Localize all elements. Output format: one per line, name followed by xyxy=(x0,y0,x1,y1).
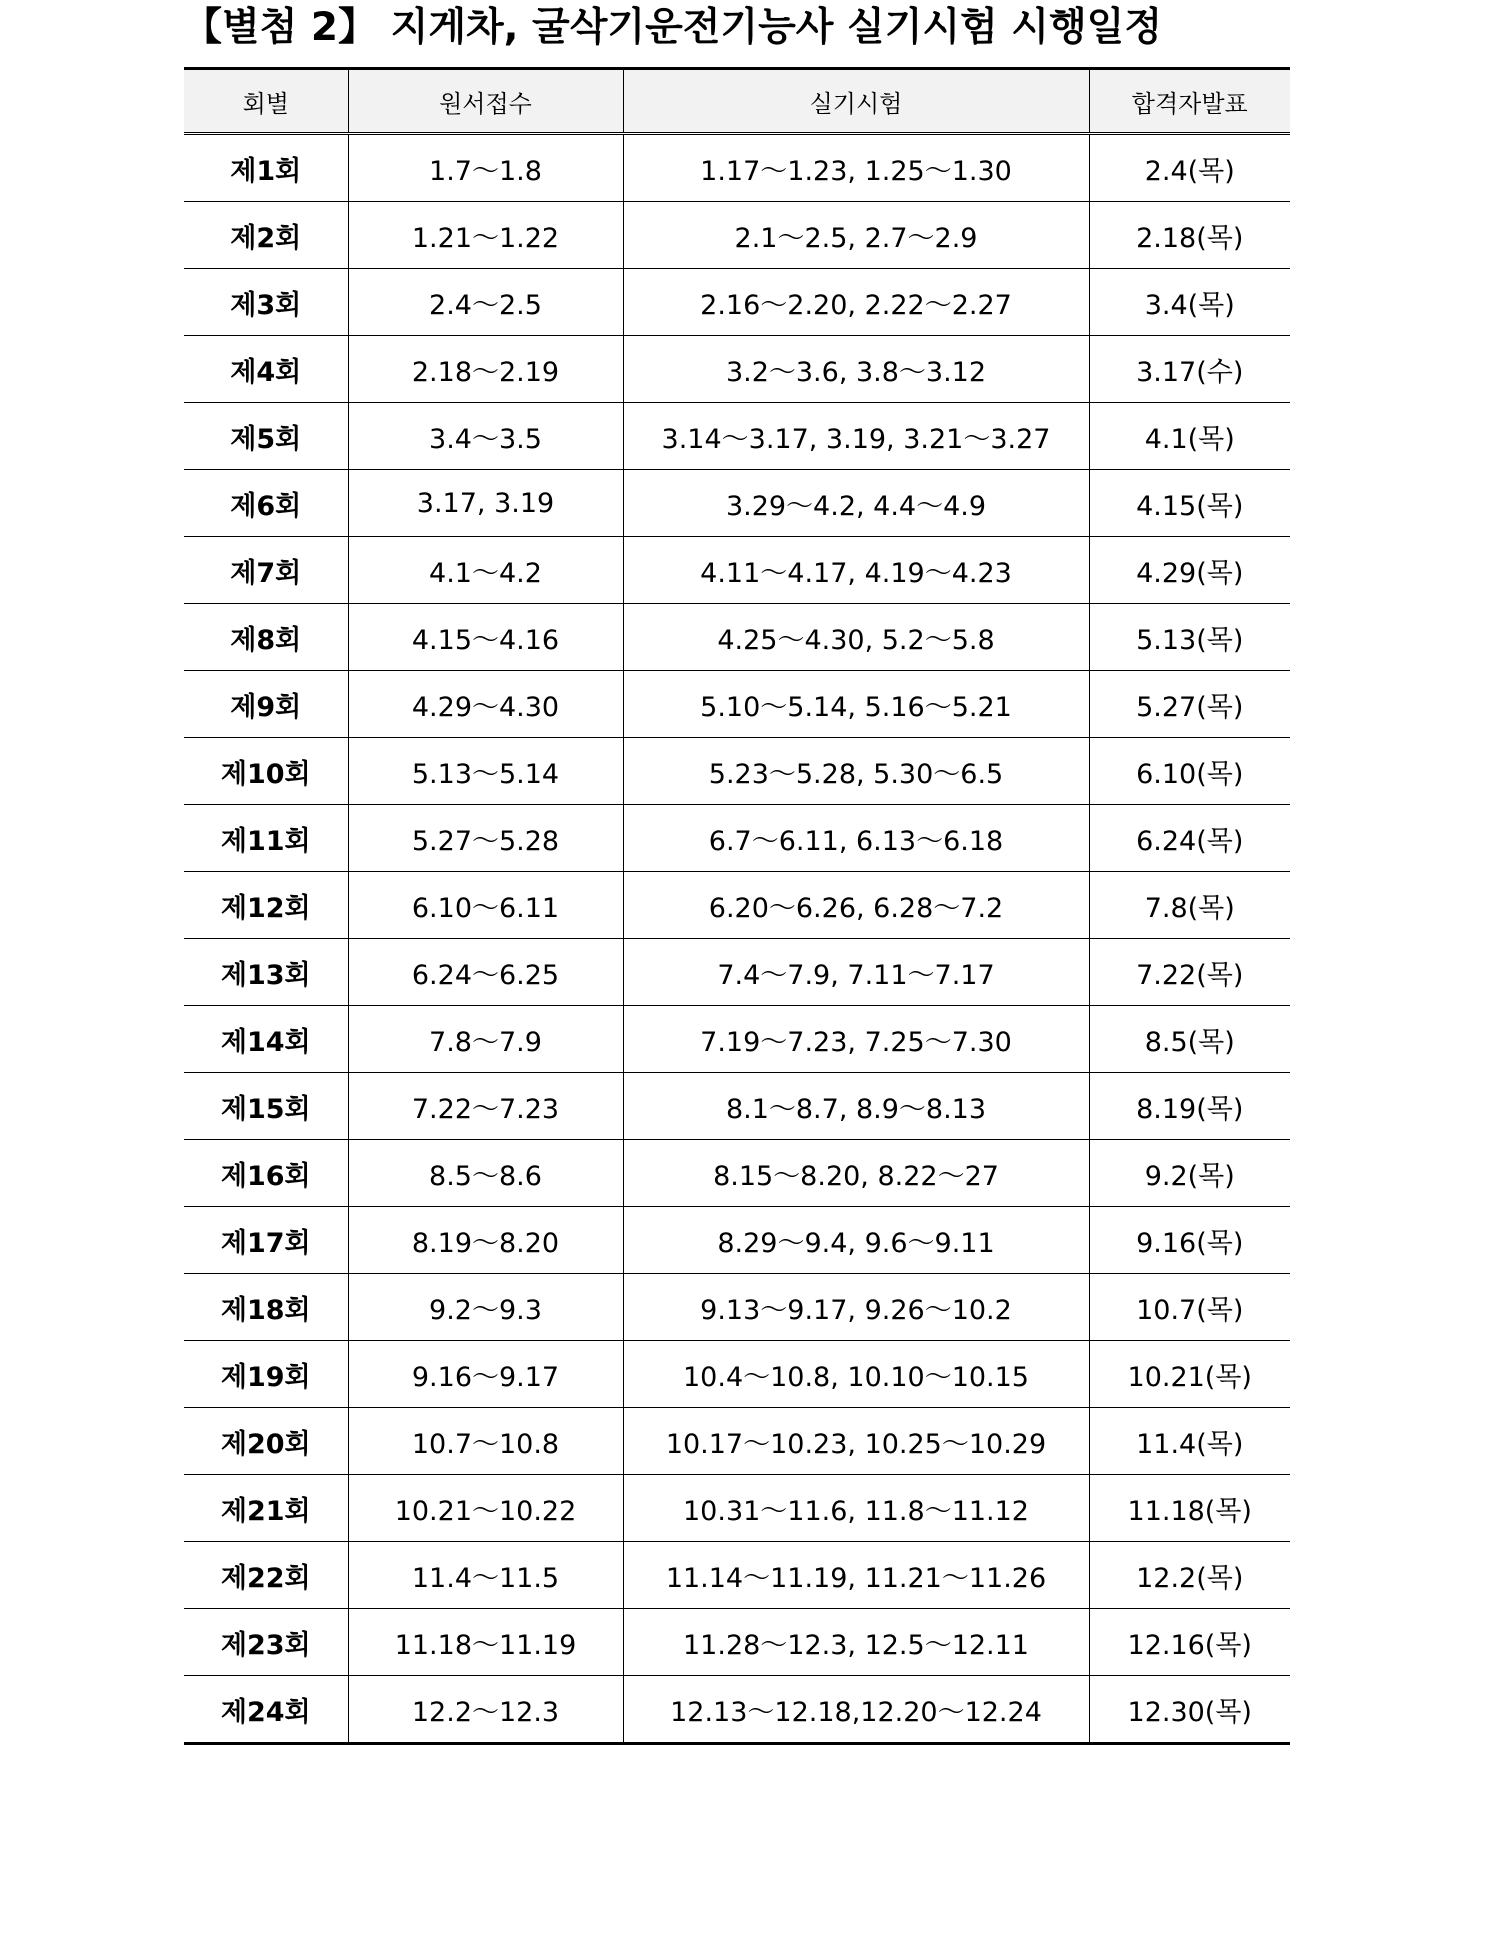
cell-announcement: 12.2(목) xyxy=(1089,1542,1290,1609)
cell-application: 11.4～11.5 xyxy=(348,1542,623,1609)
cell-announcement: 5.13(목) xyxy=(1089,604,1290,671)
cell-application: 2.4～2.5 xyxy=(348,269,623,336)
cell-announcement: 10.7(목) xyxy=(1089,1274,1290,1341)
table-row xyxy=(184,202,1290,269)
table-row xyxy=(184,1609,1290,1676)
cell-announcement: 5.27(목) xyxy=(1089,671,1290,738)
cell-exam: 4.25～4.30, 5.2～5.8 xyxy=(623,604,1089,671)
cell-announcement: 9.2(목) xyxy=(1089,1140,1290,1207)
table-row xyxy=(184,1676,1290,1744)
cell-round: 제22회 xyxy=(184,1542,348,1609)
table-row xyxy=(184,1475,1290,1542)
table-row xyxy=(184,939,1290,1006)
cell-exam: 5.10～5.14, 5.16～5.21 xyxy=(623,671,1089,738)
cell-round: 제23회 xyxy=(184,1609,348,1676)
cell-announcement: 2.18(목) xyxy=(1089,202,1290,269)
cell-exam: 1.17～1.23, 1.25～1.30 xyxy=(623,134,1089,202)
cell-round: 제16회 xyxy=(184,1140,348,1207)
cell-exam: 4.11～4.17, 4.19～4.23 xyxy=(623,537,1089,604)
table-row xyxy=(184,604,1290,671)
cell-application: 5.13～5.14 xyxy=(348,738,623,805)
cell-round: 제13회 xyxy=(184,939,348,1006)
cell-round: 제5회 xyxy=(184,403,348,470)
table-row xyxy=(184,738,1290,805)
cell-exam: 8.29～9.4, 9.6～9.11 xyxy=(623,1207,1089,1274)
cell-announcement: 3.4(목) xyxy=(1089,269,1290,336)
table-row xyxy=(184,1073,1290,1140)
cell-exam: 2.1～2.5, 2.7～2.9 xyxy=(623,202,1089,269)
cell-exam: 8.1～8.7, 8.9～8.13 xyxy=(623,1073,1089,1140)
cell-round: 제8회 xyxy=(184,604,348,671)
cell-exam: 2.16～2.20, 2.22～2.27 xyxy=(623,269,1089,336)
cell-application: 3.4～3.5 xyxy=(348,403,623,470)
cell-exam: 12.13～12.18,12.20～12.24 xyxy=(623,1676,1089,1744)
cell-round: 제6회 xyxy=(184,470,348,537)
cell-round: 제18회 xyxy=(184,1274,348,1341)
cell-round: 제21회 xyxy=(184,1475,348,1542)
cell-exam: 8.15～8.20, 8.22～27 xyxy=(623,1140,1089,1207)
table-row xyxy=(184,1408,1290,1475)
cell-exam: 10.4～10.8, 10.10～10.15 xyxy=(623,1341,1089,1408)
table-header xyxy=(184,69,1290,134)
cell-exam: 7.4～7.9, 7.11～7.17 xyxy=(623,939,1089,1006)
cell-announcement: 4.29(목) xyxy=(1089,537,1290,604)
cell-application: 10.21～10.22 xyxy=(348,1475,623,1542)
cell-exam: 3.2～3.6, 3.8～3.12 xyxy=(623,336,1089,403)
cell-round: 제10회 xyxy=(184,738,348,805)
column-header-exam: 실기시험 xyxy=(623,69,1089,134)
exam-schedule-table xyxy=(184,67,1290,1745)
cell-exam: 10.31～11.6, 11.8～11.12 xyxy=(623,1475,1089,1542)
cell-round: 제9회 xyxy=(184,671,348,738)
cell-announcement: 6.10(목) xyxy=(1089,738,1290,805)
cell-application: 8.19～8.20 xyxy=(348,1207,623,1274)
cell-announcement: 4.15(목) xyxy=(1089,470,1290,537)
cell-announcement: 9.16(목) xyxy=(1089,1207,1290,1274)
cell-round: 제15회 xyxy=(184,1073,348,1140)
cell-exam: 6.20～6.26, 6.28～7.2 xyxy=(623,872,1089,939)
table-row xyxy=(184,805,1290,872)
cell-announcement: 4.1(목) xyxy=(1089,403,1290,470)
column-header-application: 원서접수 xyxy=(348,69,623,134)
table-row xyxy=(184,403,1290,470)
cell-announcement: 2.4(목) xyxy=(1089,134,1290,202)
cell-round: 제19회 xyxy=(184,1341,348,1408)
column-header-announcement: 합격자발표 xyxy=(1089,69,1290,134)
cell-application: 7.22～7.23 xyxy=(348,1073,623,1140)
cell-round: 제4회 xyxy=(184,336,348,403)
table-row xyxy=(184,470,1290,537)
cell-application: 7.8～7.9 xyxy=(348,1006,623,1073)
cell-application: 9.2～9.3 xyxy=(348,1274,623,1341)
cell-application: 10.7～10.8 xyxy=(348,1408,623,1475)
cell-round: 제20회 xyxy=(184,1408,348,1475)
table-row xyxy=(184,1006,1290,1073)
cell-round: 제24회 xyxy=(184,1676,348,1744)
cell-application: 1.21～1.22 xyxy=(348,202,623,269)
cell-round: 제11회 xyxy=(184,805,348,872)
table-body xyxy=(184,134,1290,1744)
cell-announcement: 7.8(목) xyxy=(1089,872,1290,939)
table-row xyxy=(184,1207,1290,1274)
table-row xyxy=(184,134,1290,202)
cell-announcement: 10.21(목) xyxy=(1089,1341,1290,1408)
cell-announcement: 7.22(목) xyxy=(1089,939,1290,1006)
cell-announcement: 11.18(목) xyxy=(1089,1475,1290,1542)
column-header-round: 회별 xyxy=(184,69,348,134)
cell-announcement: 8.5(목) xyxy=(1089,1006,1290,1073)
cell-round: 제17회 xyxy=(184,1207,348,1274)
cell-exam: 7.19～7.23, 7.25～7.30 xyxy=(623,1006,1089,1073)
cell-application: 8.5～8.6 xyxy=(348,1140,623,1207)
cell-announcement: 12.16(목) xyxy=(1089,1609,1290,1676)
cell-application: 11.18～11.19 xyxy=(348,1609,623,1676)
cell-exam: 11.14～11.19, 11.21～11.26 xyxy=(623,1542,1089,1609)
cell-round: 제14회 xyxy=(184,1006,348,1073)
table-row xyxy=(184,537,1290,604)
table-row xyxy=(184,269,1290,336)
table-row xyxy=(184,872,1290,939)
cell-round: 제7회 xyxy=(184,537,348,604)
cell-application: 6.24～6.25 xyxy=(348,939,623,1006)
cell-round: 제3회 xyxy=(184,269,348,336)
cell-exam: 3.14～3.17, 3.19, 3.21～3.27 xyxy=(623,403,1089,470)
cell-round: 제1회 xyxy=(184,134,348,202)
cell-application: 3.17, 3.19 xyxy=(348,470,623,537)
table-row xyxy=(184,1341,1290,1408)
table-row xyxy=(184,671,1290,738)
table-row xyxy=(184,1274,1290,1341)
cell-round: 제2회 xyxy=(184,202,348,269)
cell-application: 5.27～5.28 xyxy=(348,805,623,872)
cell-application: 4.29～4.30 xyxy=(348,671,623,738)
header-row xyxy=(184,69,1290,134)
cell-application: 4.1～4.2 xyxy=(348,537,623,604)
cell-announcement: 11.4(목) xyxy=(1089,1408,1290,1475)
cell-exam: 3.29～4.2, 4.4～4.9 xyxy=(623,470,1089,537)
table-row xyxy=(184,1140,1290,1207)
cell-announcement: 12.30(목) xyxy=(1089,1676,1290,1744)
cell-application: 4.15～4.16 xyxy=(348,604,623,671)
cell-exam: 9.13～9.17, 9.26～10.2 xyxy=(623,1274,1089,1341)
cell-announcement: 8.19(목) xyxy=(1089,1073,1290,1140)
cell-exam: 6.7～6.11, 6.13～6.18 xyxy=(623,805,1089,872)
cell-exam: 10.17～10.23, 10.25～10.29 xyxy=(623,1408,1089,1475)
table-row xyxy=(184,1542,1290,1609)
cell-application: 9.16～9.17 xyxy=(348,1341,623,1408)
cell-announcement: 3.17(수) xyxy=(1089,336,1290,403)
cell-application: 1.7～1.8 xyxy=(348,134,623,202)
cell-round: 제12회 xyxy=(184,872,348,939)
cell-exam: 11.28～12.3, 12.5～12.11 xyxy=(623,1609,1089,1676)
document-title: 【별첨 2】 지게차, 굴삭기운전기능사 실기시험 시행일정 xyxy=(183,5,1162,50)
cell-application: 6.10～6.11 xyxy=(348,872,623,939)
table-row xyxy=(184,336,1290,403)
cell-application: 12.2～12.3 xyxy=(348,1676,623,1744)
cell-announcement: 6.24(목) xyxy=(1089,805,1290,872)
cell-exam: 5.23～5.28, 5.30～6.5 xyxy=(623,738,1089,805)
cell-application: 2.18～2.19 xyxy=(348,336,623,403)
